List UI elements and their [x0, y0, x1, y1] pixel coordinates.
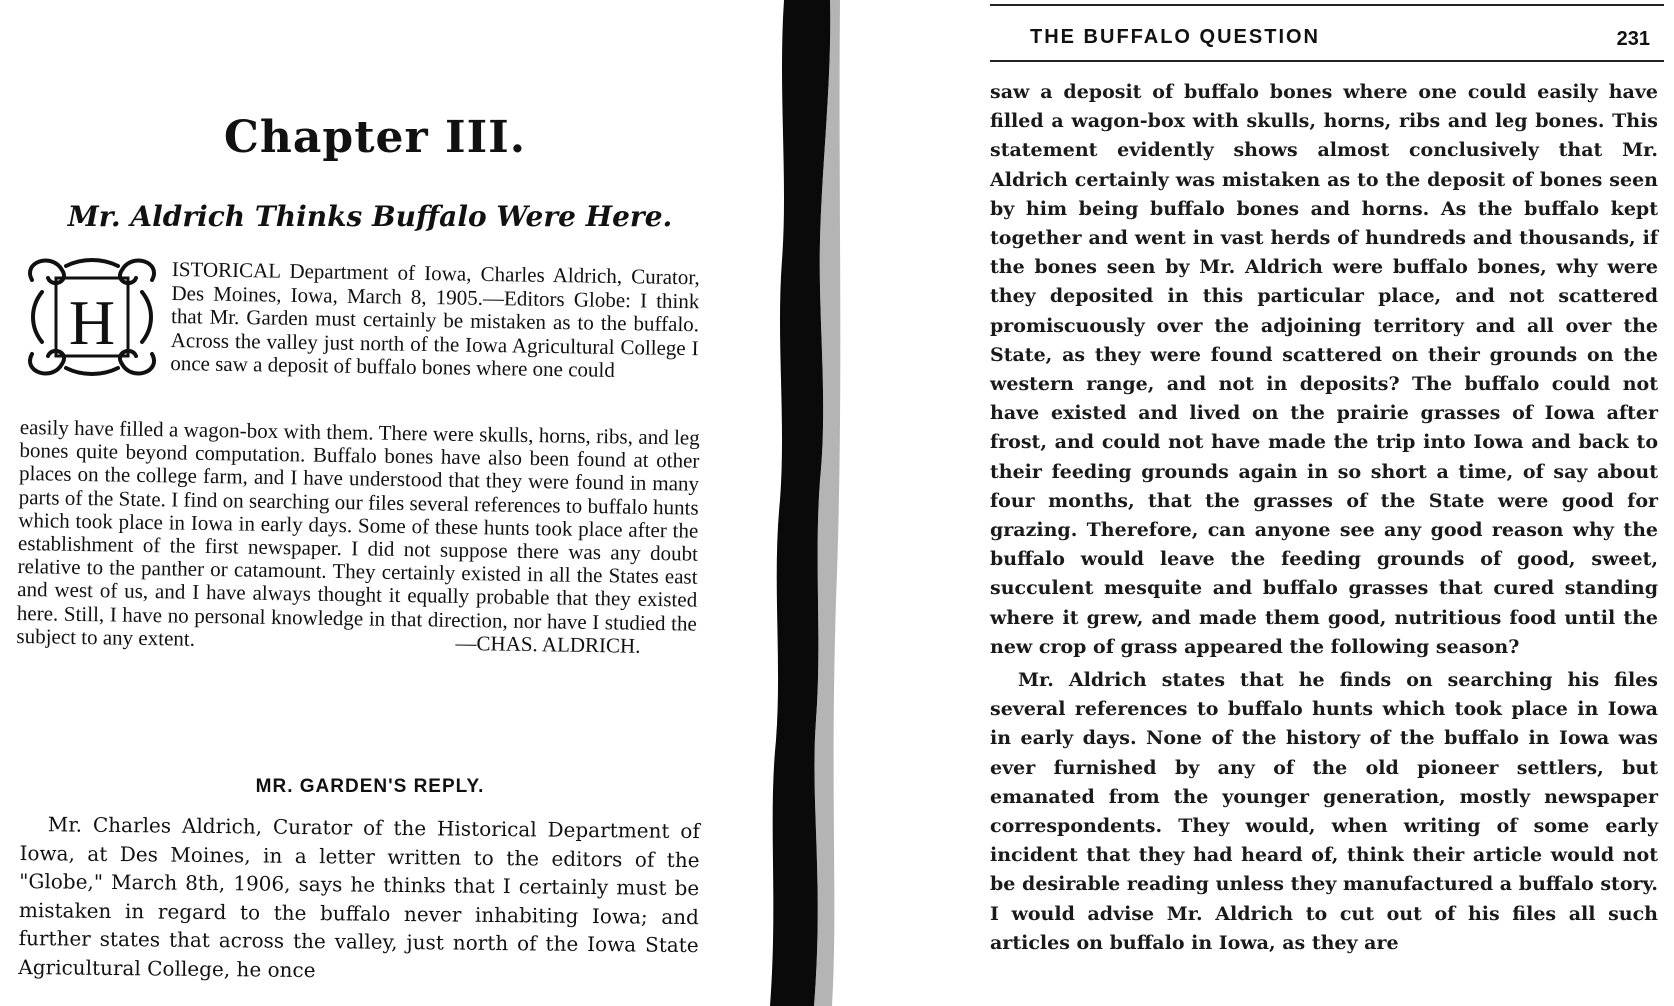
letter-body — [16, 416, 700, 659]
chapter-title: Chapter III. — [223, 112, 527, 163]
header-rule-bottom — [990, 60, 1664, 62]
left-page — [0, 0, 750, 1006]
letter-lead: ISTORICAL Department of Iowa, Charles Aldrich, Curator, Des Moines, Iowa, March 8, 1905.—Editors Globe: I think that Mr. Garden must certainly be mistaken as to the buffalo. Across the valley just north of the Iowa Agricultural College I once saw a deposit of buffalo bones where one could — [170, 257, 700, 382]
paragraph-1: saw a deposit of buffalo bones where one could easily have filled a wagon-box with skulls, horns, ribs and leg bones. This statement evidently shows almost conclusively that Mr. Aldrich certainly was mistaken as to the deposit of bones seen by him being buffalo bones and horns. As the buffalo kept together and went in vast herds of hundreds and thousands, if the bones seen by Mr. Aldrich were buffalo bones, why were they deposited in this particular place, and not scattered promiscuously over the adjoining territory and all over the State, as they were found scattered on their grounds on the western range, and not in deposits? The buffalo could not have existed and lived on the prairie grasses of Iowa after frost, and could not have made the trip into Iowa and back to their feeding grounds again in so short a time, of say about four months, that the grasses of the State were good for grazing. Therefore, can anyone see any good reason why the buffalo would leave the feeding grounds of good, sweet, succulent mesquite and buffalo grasses that cured standing where it grew, and made them good, nutritious food until the new crop of grass appeared the following season? — [990, 81, 1658, 658]
ornamental-drop-cap — [22, 252, 162, 382]
paragraph-2: Mr. Aldrich states that he finds on searching his files several references to buffalo hunts which took place in Iowa in early days. None of the history of the buffalo in Iowa was ever furnished by any of the old pioneer settlers, but emanated from the younger generation, mostly newspaper correspondents. They would, when writing of some early incident that they had heard of, think their article would not be desirable reading unless they manufactured a buffalo story. I would advise Mr. Aldrich to cut out of his files all such articles on buffalo in Iowa, as they are — [990, 669, 1658, 954]
header-rule-top — [990, 4, 1664, 6]
reply-text: Mr. Charles Aldrich, Curator of the Historical Department of Iowa, at Des Moines, in a letter written to the editors of the "Globe," March 8th, 1906, says he thinks that I certainly must be mistaken in regard to the buffalo never inhabiting Iowa; and further states that across the valley, just north of the Iowa State Agricultural College, he once — [18, 812, 700, 982]
right-page — [880, 0, 1674, 1006]
letter-body-text: easily have filled a wagon-box with them. There were skulls, horns, ribs, and leg bones quite beyond computation. Buffalo bones have also been found at other places on the college farm, and I have understood that they were found in many parts of the State. I find on searching our files several references to buffalo hunts which took place in Iowa in early days. Some of these hunts took place after the establishment of the first newspaper. I did not suppose there was any doubt relative to the panther or catamount. They certainly existed in all the States east and west of us, and I have always thought it equally probable that they existed here. Still, I have no personal knowledge in that direction, nor have I studied the subject to any extent. — [16, 415, 700, 651]
running-head: THE BUFFALO QUESTION — [1030, 26, 1320, 48]
right-page-body — [990, 78, 1658, 958]
book-gutter-shadow — [770, 0, 854, 1006]
signature: —CHAS. ALDRICH. — [455, 630, 641, 658]
drop-cap-letter: H — [68, 287, 116, 358]
page-number: 231 — [1616, 28, 1650, 50]
section-heading: MR. GARDEN'S REPLY. — [255, 776, 485, 797]
chapter-subtitle: Mr. Aldrich Thinks Buffalo Were Here. — [67, 200, 673, 233]
